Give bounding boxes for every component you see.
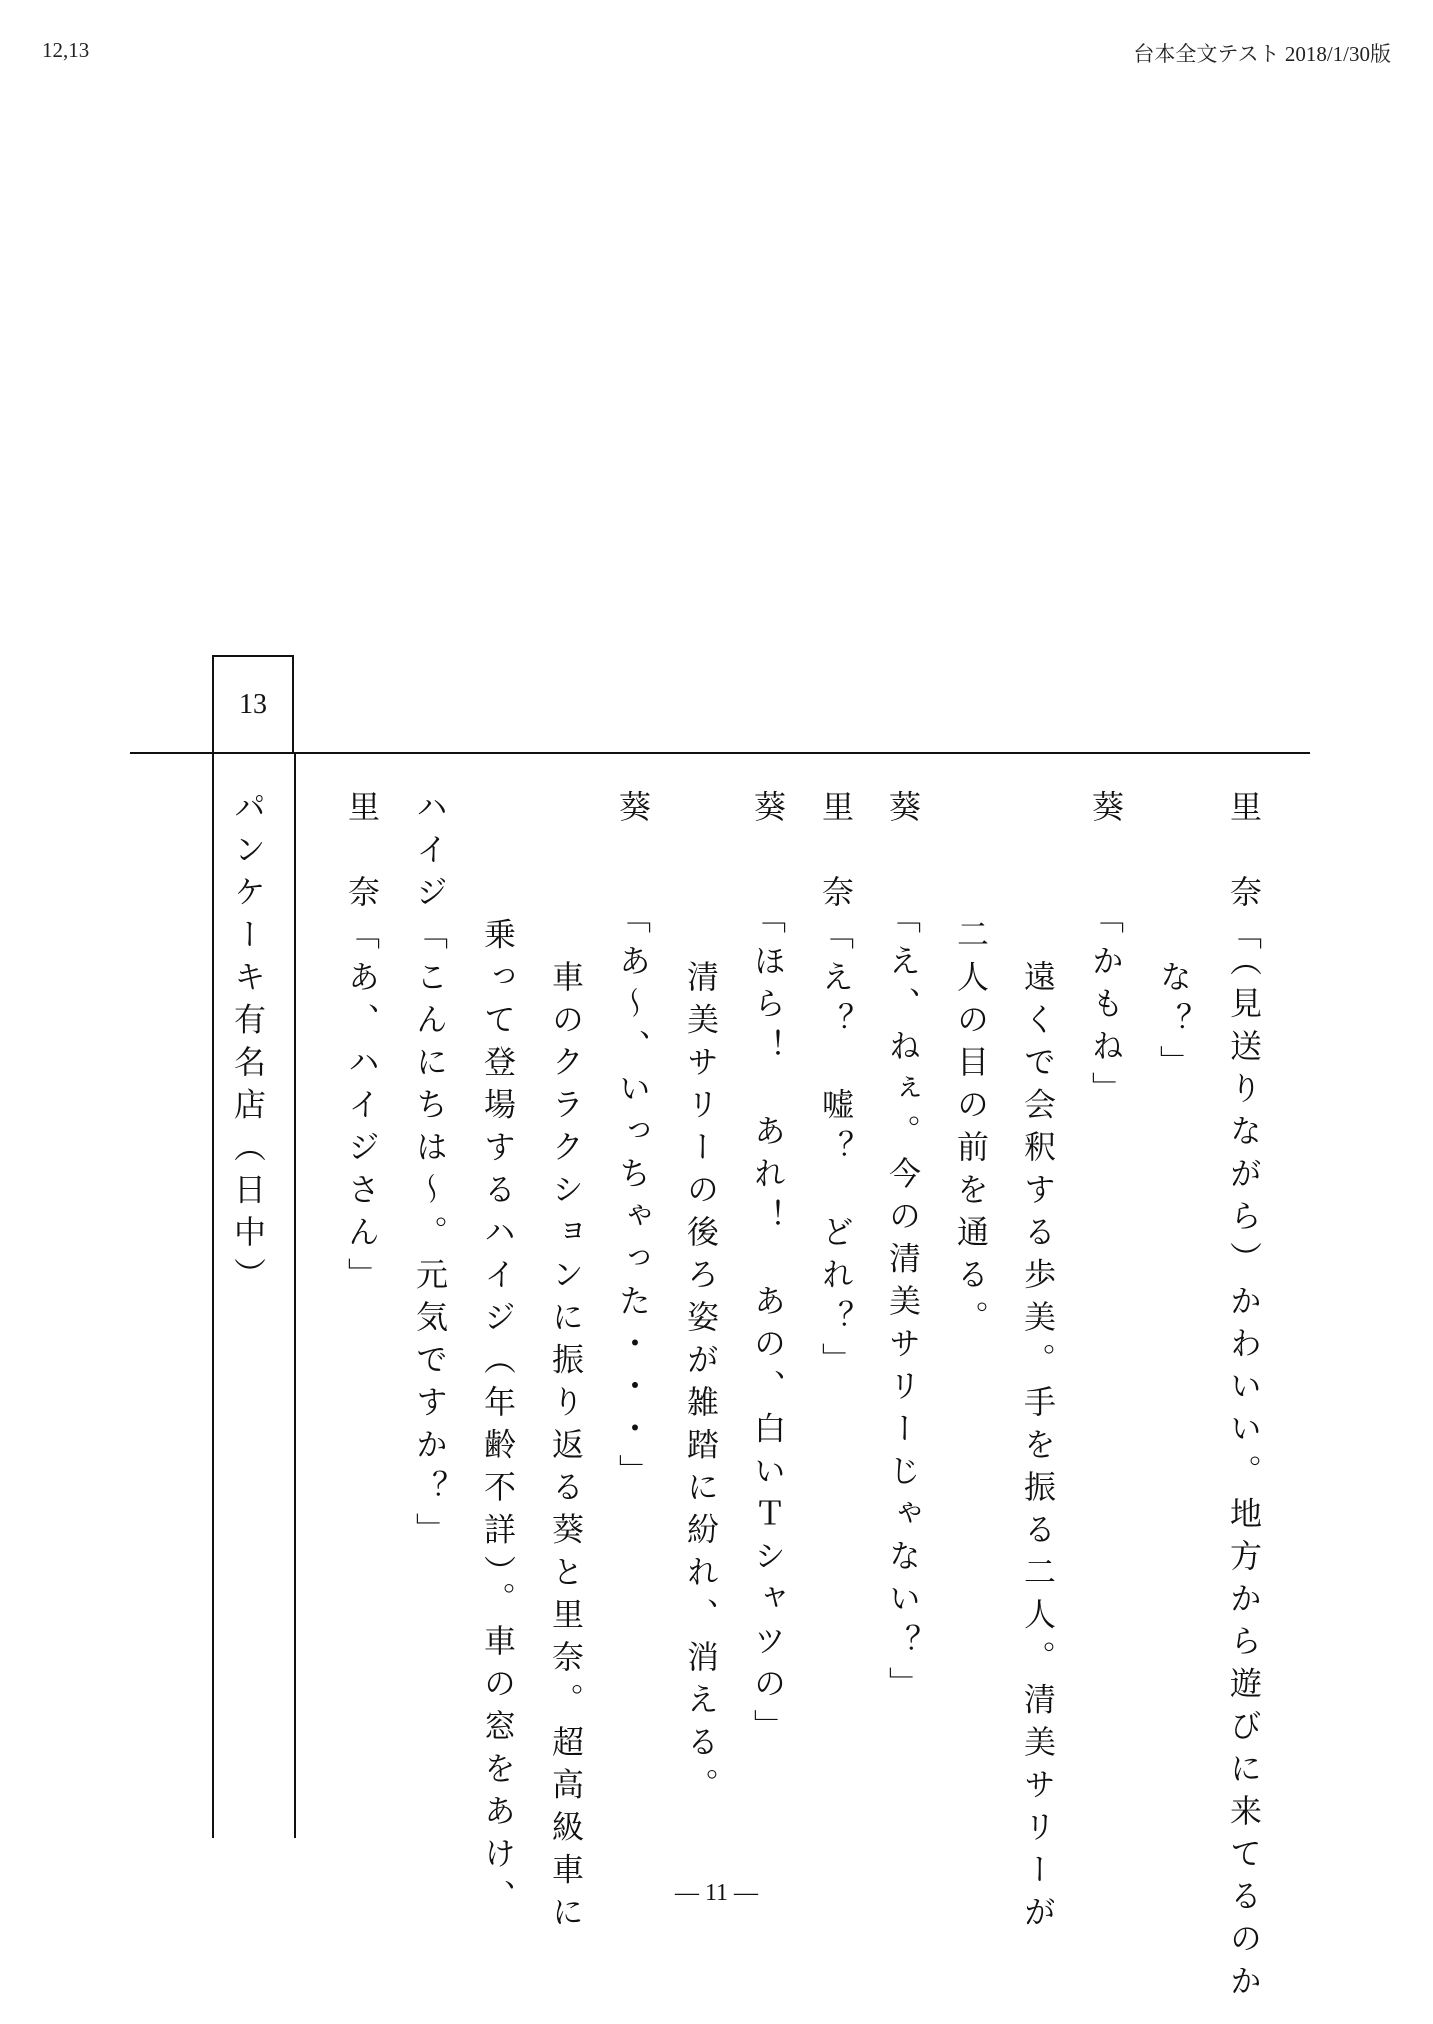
stage-direction: 二人の目の前を通る。 — [952, 790, 990, 1343]
script-line: 里 奈「え？ 嘘？ どれ？」 — [817, 790, 855, 1385]
script-line: な？」 — [1155, 790, 1193, 1088]
script-line: ハイジ「こんにちは〜。元気ですか？」 — [411, 790, 449, 1555]
scene-column-right-rule — [294, 753, 296, 1838]
script-line: 里 奈「（見送りながら）かわいい。地方から遊びに来てるのか — [1225, 790, 1263, 2007]
stage-direction: 遠くで会釈する歩美。手を振る二人。清美サリーが — [1019, 790, 1057, 1938]
stage-direction: 車のクラクションに振り返る葵と里奈。超高級車に — [547, 790, 585, 1938]
scene-column-left-rule — [212, 753, 214, 1838]
script-line: 葵 「かもね」 — [1087, 790, 1125, 1114]
stage-direction: 乗って登場するハイジ（年齢不詳）。車の窓をあけ、 — [479, 790, 517, 1922]
script-line: 葵 「え、ねぇ。今の清美サリーじゃない？」 — [884, 790, 922, 1709]
script-line: 葵 「ほら！ あれ！ あの、白いＴシャツの」 — [749, 790, 787, 1752]
divider-line — [130, 752, 1310, 754]
page-number: ― 11 ― — [674, 1880, 759, 1906]
header-left: 12,13 — [42, 38, 90, 62]
scene-number-box — [212, 655, 294, 753]
stage-direction: 清美サリーの後ろ姿が雑踏に紛れ、消える。 — [682, 790, 720, 1810]
script-line: 葵 「あ〜、いっちゃった・・・」 — [614, 790, 652, 1497]
scene-number: 13 — [239, 689, 267, 720]
header-right: 台本全文テスト 2018/1/30版 — [1133, 42, 1391, 66]
script-line: 里 奈「あ、ハイジさん」 — [343, 790, 381, 1300]
scene-heading: パンケーキ有名店（日中） — [229, 790, 267, 1300]
